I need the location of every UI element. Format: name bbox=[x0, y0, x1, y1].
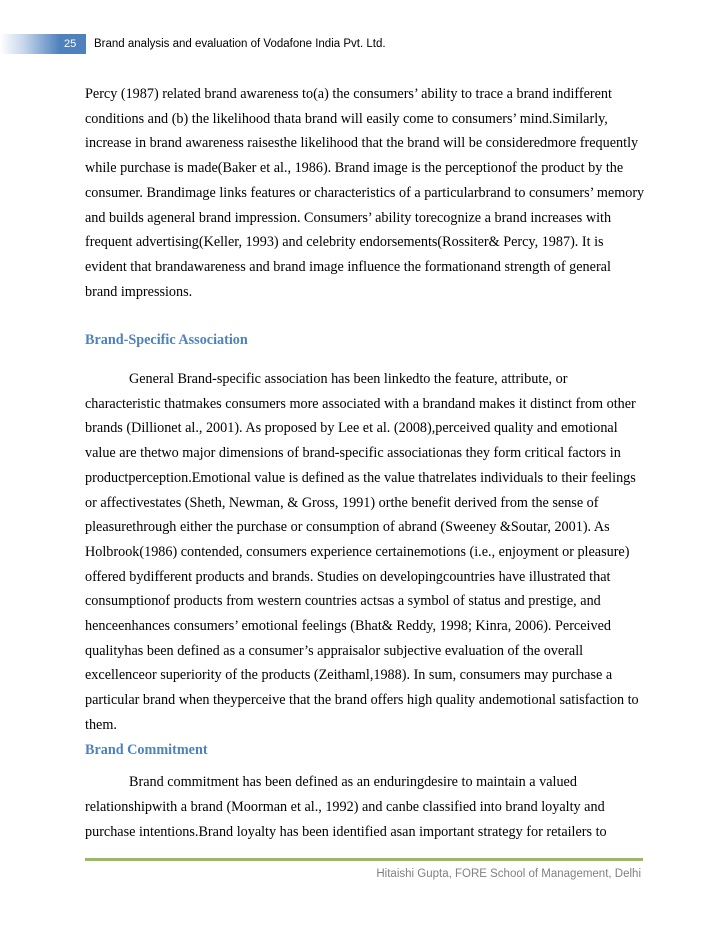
paragraph-brand-awareness: Percy (1987) related brand awareness to(a) the consumers’ ability to trace a brand indifferent conditions and (b) the likelihood thata brand will easily come to consumers’ mind.Similarly, increase in brand awareness raisesthe likelihood that the brand will be consideredmore frequently while purchase is made(Baker et al., 1986). Brand image is the perceptionof the product by the consumer. Brandimage links features or characteristics of a particularbrand to consumers’ memory and builds ageneral brand impression. Consumers’ ability torecognize a brand increases with frequent advertising(Keller, 1993) and celebrity endorsements(Rossiter& Percy, 1987). It is evident that brandawareness and brand image influence the formationand strength of general brand impressions. bbox=[85, 86, 645, 300]
heading-brand-commitment: Brand Commitment bbox=[85, 741, 208, 758]
document-body bbox=[85, 82, 645, 844]
paragraph-brand-commitment: Brand commitment has been defined as an enduringdesire to maintain a valued relationshipwith a brand (Moorman et al., 1992) and canbe classified into brand loyalty and purchase intentions.Brand loyalty has been identified asan important strategy for retailers to bbox=[85, 774, 607, 840]
running-header-title: Brand analysis and evaluation of Vodafone India Pvt. Ltd. bbox=[94, 38, 386, 50]
footer-author: Hitaishi Gupta, FORE School of Management, Delhi bbox=[376, 868, 641, 880]
page-header bbox=[0, 34, 728, 54]
paragraph-brand-specific-association: General Brand-specific association has been linkedto the feature, attribute, or characteristic thatmakes consumers more associated with a brandand makes it distinct from other brands (Dillionet al., 2001). As proposed by Lee et al. (2008),perceived quality and emotional value are thetwo major dimensions of brand-specific associationas they form critical factors in productperception.Emotional value is defined as the value thatrelates individuals to their feelings or affectivestates (Sheth, Newman, & Gross, 1991) orthe benefit derived from the sense of pleasurethrough either the purchase or consumption of abrand (Sweeney &Soutar, 2001). As Holbrook(1986) contended, consumers experience certainemotions (i.e., enjoyment or pleasure) offered bydifferent products and brands. Studies on developingcountries have illustrated that consumptionof products from western countries actsas a symbol of status and prestige, and henceenhances consumers’ emotional feelings (Bhat& Reddy, 1998; Kinra, 2006). Perceived qualityhas been defined as a consumer’s appraisalor subjective evaluation of the overall excellenceor superiority of the products (Zeithaml,1988). In sum, consumers may purchase a particular brand when theyperceive that the brand offers high quality andemotional satisfaction to them. bbox=[85, 371, 639, 733]
heading-brand-specific-association: Brand-Specific Association bbox=[85, 332, 248, 349]
footer-divider bbox=[85, 858, 643, 861]
page-number: 25 bbox=[60, 34, 86, 54]
